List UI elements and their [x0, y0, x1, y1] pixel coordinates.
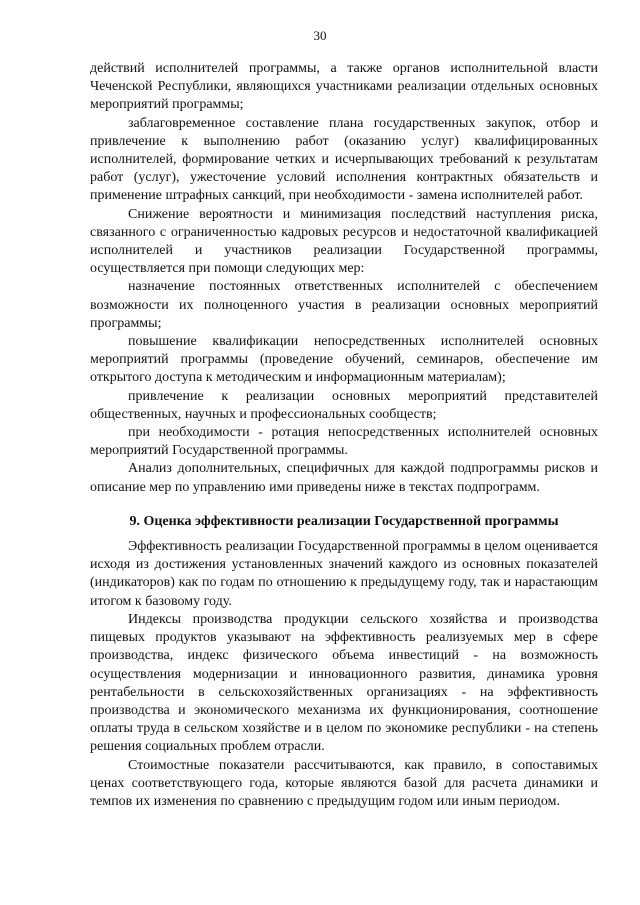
- paragraph: Стоимостные показатели рассчитываются, как правило, в сопоставимых ценах соответствующего года, которые являются базой для расчета динамики и темпов их изменения по сравнению с предыдущим годом или иным периодом.: [90, 757, 598, 809]
- paragraph: заблаговременное составление плана государственных закупок, отбор и привлечение к выполнению работ (оказанию услуг) квалифицированных исполнителей, формирование четких и исчерпывающих требований к результатам работ (услуг), ужесточение условий исполнения контрактных обязательств и применение штрафных санкций, при необходимости - замена исполнителей работ.: [90, 115, 598, 204]
- paragraph: назначение постоянных ответственных исполнителей с обеспечением возможности их полноценного участия в реализации основных мероприятий программы;: [90, 279, 598, 331]
- paragraph: Эффективность реализации Государственной программы в целом оценивается исходя из достижения установленных значений каждого из основных показателей (индикаторов) как по годам по отношению к предыдущему году, так и нарастающим итогом к базовому году.: [90, 539, 598, 609]
- page-number: 30: [313, 28, 327, 43]
- paragraph: действий исполнителей программы, а также органов исполнительной власти Чеченской Республики, являющихся участниками реализации отдельных основных мероприятий программы;: [90, 61, 598, 113]
- paragraph: привлечение к реализации основных мероприятий представителей общественных, научных и профессиональных сообществ;: [90, 388, 598, 422]
- paragraph: Снижение вероятности и минимизация последствий наступления риска, связанного с ограниченностью кадровых ресурсов и недостаточной квалификацией исполнителей и участников реализации Государственной программы, осуществляется при помощи следующих мер:: [90, 206, 598, 277]
- paragraph: повышение квалификации непосредственных исполнителей основных мероприятий программы (проведение обучений, семинаров, обеспечение им открытого доступа к методическим и информационным материалам);: [90, 334, 598, 386]
- paragraph: Анализ дополнительных, специфичных для каждой подпрограммы рисков и описание мер по управлению ими приведены ниже в текстах подпрограмм.: [90, 461, 598, 495]
- paragraph: при необходимости - ротация непосредственных исполнителей основных мероприятий Государственной программы.: [90, 425, 598, 459]
- paragraph: Индексы производства продукции сельского хозяйства и производства пищевых продуктов указывают на эффективность реализуемых мер в сфере производства, индекс физического объема инвестиций - на возможность осуществления модернизации и инновационного развития, динамика уровня рентабельности в сельскохозяйственных организациях - на эффективность производства и экономического механизма их функционирования, соотношение оплаты труда в сельском хозяйстве и в целом по экономике республики - на степень решения социальных проблем отрасли.: [90, 611, 598, 755]
- document-body: [90, 60, 598, 811]
- section-heading: 9. Оценка эффективности реализации Государственной программы: [129, 513, 559, 529]
